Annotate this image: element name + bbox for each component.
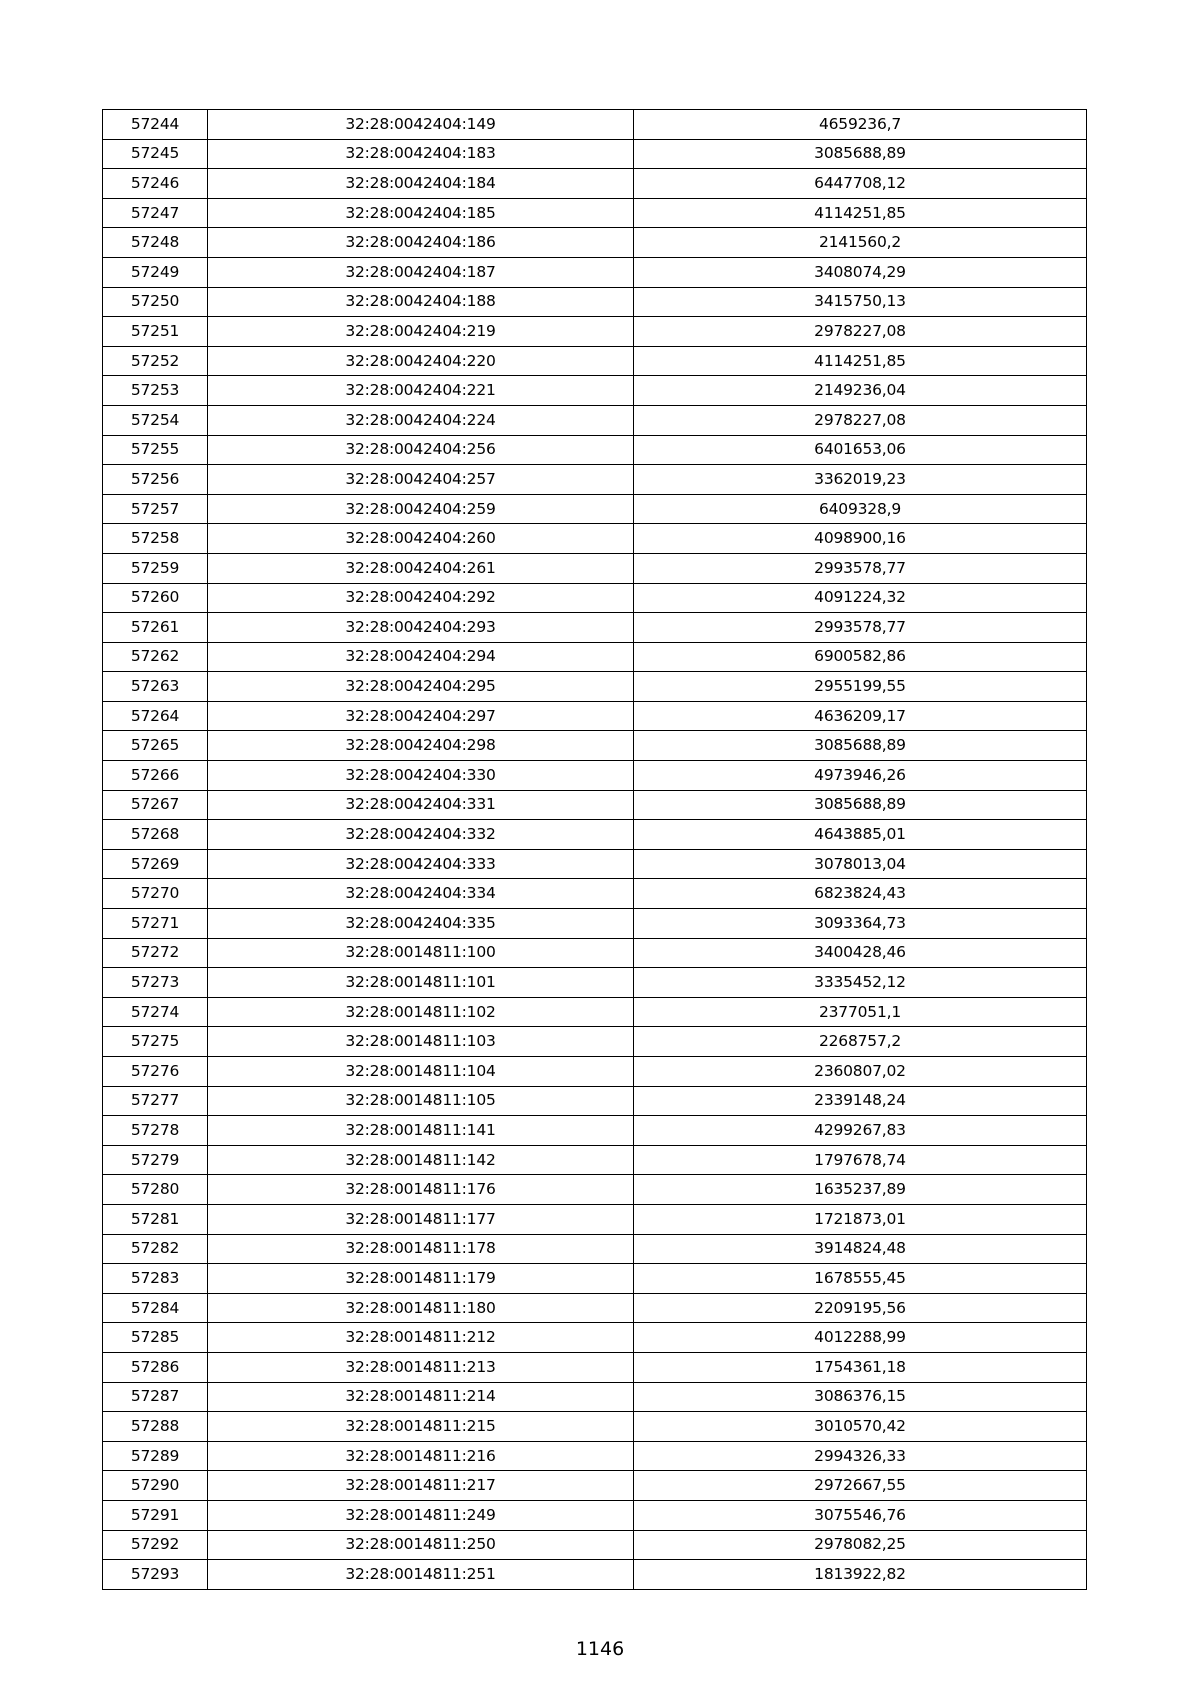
cadastral-number-cell: 32:28:0014811:250 (208, 1530, 634, 1560)
table-row (103, 820, 1087, 850)
row-number-cell: 57251 (103, 317, 208, 347)
cadastral-number-cell: 32:28:0042404:293 (208, 613, 634, 643)
cadastral-value-cell: 4659236,7 (634, 110, 1087, 140)
table-row (103, 1352, 1087, 1382)
cadastral-number-cell: 32:28:0014811:101 (208, 968, 634, 998)
cadastral-value-cell: 4012288,99 (634, 1323, 1087, 1353)
row-number-cell: 57286 (103, 1352, 208, 1382)
cadastral-number-cell: 32:28:0014811:215 (208, 1412, 634, 1442)
cadastral-value-cell: 4114251,85 (634, 198, 1087, 228)
cadastral-number-cell: 32:28:0014811:103 (208, 1027, 634, 1057)
table-row (103, 761, 1087, 791)
table-row (103, 1560, 1087, 1590)
cadastral-value-cell: 3085688,89 (634, 139, 1087, 169)
cadastral-value-cell: 3075546,76 (634, 1500, 1087, 1530)
table-row (103, 1175, 1087, 1205)
table-row (103, 405, 1087, 435)
cadastral-value-cell: 1678555,45 (634, 1264, 1087, 1294)
cadastral-number-cell: 32:28:0042404:294 (208, 642, 634, 672)
cadastral-number-cell: 32:28:0042404:332 (208, 820, 634, 850)
row-number-cell: 57253 (103, 376, 208, 406)
cadastral-value-cell: 1813922,82 (634, 1560, 1087, 1590)
table-row (103, 1204, 1087, 1234)
row-number-cell: 57281 (103, 1204, 208, 1234)
table-row (103, 1234, 1087, 1264)
cadastral-number-cell: 32:28:0014811:213 (208, 1352, 634, 1382)
row-number-cell: 57283 (103, 1264, 208, 1294)
cadastral-value-cell: 2209195,56 (634, 1293, 1087, 1323)
cadastral-value-cell: 2994326,33 (634, 1441, 1087, 1471)
cadastral-value-cell: 6900582,86 (634, 642, 1087, 672)
cadastral-value-cell: 2993578,77 (634, 613, 1087, 643)
cadastral-number-cell: 32:28:0042404:220 (208, 346, 634, 376)
row-number-cell: 57248 (103, 228, 208, 258)
cadastral-value-cell: 2149236,04 (634, 376, 1087, 406)
cadastral-number-cell: 32:28:0014811:141 (208, 1116, 634, 1146)
row-number-cell: 57290 (103, 1471, 208, 1501)
cadastral-value-cell: 3093364,73 (634, 909, 1087, 939)
cadastral-number-cell: 32:28:0042404:335 (208, 909, 634, 939)
table-row (103, 1323, 1087, 1353)
cadastral-value-cell: 2972667,55 (634, 1471, 1087, 1501)
cadastral-value-cell: 2360807,02 (634, 1057, 1087, 1087)
cadastral-number-cell: 32:28:0042404:261 (208, 553, 634, 583)
cadastral-value-cell: 4643885,01 (634, 820, 1087, 850)
cadastral-value-cell: 2339148,24 (634, 1086, 1087, 1116)
table-row (103, 257, 1087, 287)
cadastral-number-cell: 32:28:0014811:217 (208, 1471, 634, 1501)
row-number-cell: 57263 (103, 672, 208, 702)
row-number-cell: 57259 (103, 553, 208, 583)
cadastral-number-cell: 32:28:0014811:212 (208, 1323, 634, 1353)
cadastral-value-cell: 3085688,89 (634, 731, 1087, 761)
cadastral-number-cell: 32:28:0014811:214 (208, 1382, 634, 1412)
cadastral-number-cell: 32:28:0042404:187 (208, 257, 634, 287)
table-row (103, 139, 1087, 169)
row-number-cell: 57277 (103, 1086, 208, 1116)
row-number-cell: 57246 (103, 169, 208, 199)
cadastral-value-cell: 6447708,12 (634, 169, 1087, 199)
cadastral-number-cell: 32:28:0014811:249 (208, 1500, 634, 1530)
table-row (103, 879, 1087, 909)
table-row (103, 1530, 1087, 1560)
cadastral-value-cell: 3078013,04 (634, 849, 1087, 879)
cadastral-value-cell: 3086376,15 (634, 1382, 1087, 1412)
cadastral-value-cell: 2955199,55 (634, 672, 1087, 702)
table-row (103, 198, 1087, 228)
table-row (103, 583, 1087, 613)
row-number-cell: 57293 (103, 1560, 208, 1590)
cadastral-value-cell: 3914824,48 (634, 1234, 1087, 1264)
row-number-cell: 57291 (103, 1500, 208, 1530)
row-number-cell: 57247 (103, 198, 208, 228)
table-row (103, 997, 1087, 1027)
cadastral-number-cell: 32:28:0042404:333 (208, 849, 634, 879)
table-row (103, 169, 1087, 199)
row-number-cell: 57287 (103, 1382, 208, 1412)
cadastral-number-cell: 32:28:0042404:297 (208, 701, 634, 731)
table-row (103, 1441, 1087, 1471)
cadastral-number-cell: 32:28:0014811:105 (208, 1086, 634, 1116)
row-number-cell: 57262 (103, 642, 208, 672)
cadastral-number-cell: 32:28:0042404:186 (208, 228, 634, 258)
row-number-cell: 57273 (103, 968, 208, 998)
cadastral-value-cell: 6401653,06 (634, 435, 1087, 465)
row-number-cell: 57271 (103, 909, 208, 939)
cadastral-value-cell: 2993578,77 (634, 553, 1087, 583)
row-number-cell: 57257 (103, 494, 208, 524)
cadastral-value-cell: 6409328,9 (634, 494, 1087, 524)
cadastral-value-cell: 4299267,83 (634, 1116, 1087, 1146)
row-number-cell: 57270 (103, 879, 208, 909)
cadastral-number-cell: 32:28:0042404:257 (208, 465, 634, 495)
cadastral-number-cell: 32:28:0042404:334 (208, 879, 634, 909)
cadastral-value-cell: 2377051,1 (634, 997, 1087, 1027)
cadastral-value-cell: 4114251,85 (634, 346, 1087, 376)
cadastral-value-cell: 4091224,32 (634, 583, 1087, 613)
row-number-cell: 57276 (103, 1057, 208, 1087)
cadastral-value-cell: 6823824,43 (634, 879, 1087, 909)
cadastral-number-cell: 32:28:0042404:260 (208, 524, 634, 554)
table-row (103, 1382, 1087, 1412)
row-number-cell: 57266 (103, 761, 208, 791)
cadastral-number-cell: 32:28:0042404:185 (208, 198, 634, 228)
row-number-cell: 57265 (103, 731, 208, 761)
cadastral-number-cell: 32:28:0014811:176 (208, 1175, 634, 1205)
row-number-cell: 57279 (103, 1145, 208, 1175)
row-number-cell: 57244 (103, 110, 208, 140)
cadastral-value-cell: 3400428,46 (634, 938, 1087, 968)
table-row (103, 968, 1087, 998)
table-row (103, 465, 1087, 495)
row-number-cell: 57254 (103, 405, 208, 435)
cadastral-value-cell: 3362019,23 (634, 465, 1087, 495)
table-row (103, 790, 1087, 820)
table-row (103, 642, 1087, 672)
row-number-cell: 57261 (103, 613, 208, 643)
table-row (103, 1116, 1087, 1146)
table-row (103, 1027, 1087, 1057)
row-number-cell: 57252 (103, 346, 208, 376)
table-row (103, 1500, 1087, 1530)
cadastral-value-cell: 2268757,2 (634, 1027, 1087, 1057)
cadastral-value-cell: 4098900,16 (634, 524, 1087, 554)
row-number-cell: 57285 (103, 1323, 208, 1353)
cadastral-number-cell: 32:28:0014811:180 (208, 1293, 634, 1323)
cadastral-number-cell: 32:28:0042404:298 (208, 731, 634, 761)
row-number-cell: 57269 (103, 849, 208, 879)
cadastral-number-cell: 32:28:0014811:179 (208, 1264, 634, 1294)
row-number-cell: 57289 (103, 1441, 208, 1471)
table-row (103, 1293, 1087, 1323)
cadastral-number-cell: 32:28:0014811:100 (208, 938, 634, 968)
table-row (103, 1057, 1087, 1087)
cadastral-value-cell: 3085688,89 (634, 790, 1087, 820)
table-row (103, 909, 1087, 939)
cadastral-value-cell: 2978227,08 (634, 405, 1087, 435)
row-number-cell: 57282 (103, 1234, 208, 1264)
table-row (103, 1264, 1087, 1294)
cadastral-value-cell: 2978082,25 (634, 1530, 1087, 1560)
row-number-cell: 57272 (103, 938, 208, 968)
row-number-cell: 57275 (103, 1027, 208, 1057)
row-number-cell: 57256 (103, 465, 208, 495)
table-row (103, 731, 1087, 761)
table-row (103, 524, 1087, 554)
cadastral-number-cell: 32:28:0042404:221 (208, 376, 634, 406)
table-row (103, 376, 1087, 406)
cadastral-value-cell: 2978227,08 (634, 317, 1087, 347)
cadastral-value-cell: 1721873,01 (634, 1204, 1087, 1234)
row-number-cell: 57288 (103, 1412, 208, 1442)
cadastral-number-cell: 32:28:0014811:142 (208, 1145, 634, 1175)
row-number-cell: 57280 (103, 1175, 208, 1205)
cadastral-value-cell: 1635237,89 (634, 1175, 1087, 1205)
table-body (103, 110, 1087, 1590)
cadastral-value-cell: 3415750,13 (634, 287, 1087, 317)
table-row (103, 1145, 1087, 1175)
row-number-cell: 57278 (103, 1116, 208, 1146)
table-row (103, 849, 1087, 879)
cadastral-number-cell: 32:28:0042404:224 (208, 405, 634, 435)
cadastral-value-cell: 1754361,18 (634, 1352, 1087, 1382)
cadastral-number-cell: 32:28:0014811:177 (208, 1204, 634, 1234)
table-row (103, 553, 1087, 583)
cadastral-number-cell: 32:28:0042404:149 (208, 110, 634, 140)
table-row (103, 317, 1087, 347)
table-row (103, 1412, 1087, 1442)
cadastral-number-cell: 32:28:0042404:183 (208, 139, 634, 169)
cadastral-value-cell: 4636209,17 (634, 701, 1087, 731)
table-row (103, 287, 1087, 317)
row-number-cell: 57292 (103, 1530, 208, 1560)
table-row (103, 1086, 1087, 1116)
cadastral-number-cell: 32:28:0042404:292 (208, 583, 634, 613)
cadastral-value-cell: 4973946,26 (634, 761, 1087, 791)
row-number-cell: 57267 (103, 790, 208, 820)
table-row (103, 1471, 1087, 1501)
cadastral-number-cell: 32:28:0042404:188 (208, 287, 634, 317)
cadastral-number-cell: 32:28:0014811:178 (208, 1234, 634, 1264)
cadastral-value-cell: 1797678,74 (634, 1145, 1087, 1175)
cadastral-value-cell: 3335452,12 (634, 968, 1087, 998)
cadastral-value-cell: 3010570,42 (634, 1412, 1087, 1442)
row-number-cell: 57250 (103, 287, 208, 317)
cadastral-number-cell: 32:28:0042404:295 (208, 672, 634, 702)
cadastral-number-cell: 32:28:0042404:331 (208, 790, 634, 820)
row-number-cell: 57274 (103, 997, 208, 1027)
cadastral-number-cell: 32:28:0042404:259 (208, 494, 634, 524)
table-row (103, 494, 1087, 524)
cadastral-value-cell: 2141560,2 (634, 228, 1087, 258)
cadastral-number-cell: 32:28:0042404:330 (208, 761, 634, 791)
table-row (103, 435, 1087, 465)
cadastral-value-cell: 3408074,29 (634, 257, 1087, 287)
table-row (103, 938, 1087, 968)
cadastral-number-cell: 32:28:0014811:216 (208, 1441, 634, 1471)
cadastral-number-cell: 32:28:0042404:219 (208, 317, 634, 347)
row-number-cell: 57245 (103, 139, 208, 169)
table-row (103, 110, 1087, 140)
row-number-cell: 57249 (103, 257, 208, 287)
cadastral-number-cell: 32:28:0014811:102 (208, 997, 634, 1027)
table-row (103, 346, 1087, 376)
row-number-cell: 57258 (103, 524, 208, 554)
cadastral-number-cell: 32:28:0014811:104 (208, 1057, 634, 1087)
row-number-cell: 57268 (103, 820, 208, 850)
row-number-cell: 57264 (103, 701, 208, 731)
cadastral-number-cell: 32:28:0014811:251 (208, 1560, 634, 1590)
row-number-cell: 57284 (103, 1293, 208, 1323)
cadastral-number-cell: 32:28:0042404:256 (208, 435, 634, 465)
table-row (103, 672, 1087, 702)
row-number-cell: 57260 (103, 583, 208, 613)
table-row (103, 701, 1087, 731)
table-row (103, 228, 1087, 258)
row-number-cell: 57255 (103, 435, 208, 465)
page-number: 1146 (575, 1638, 625, 1660)
cadastral-value-table (102, 109, 1087, 1590)
cadastral-number-cell: 32:28:0042404:184 (208, 169, 634, 199)
table-row (103, 613, 1087, 643)
